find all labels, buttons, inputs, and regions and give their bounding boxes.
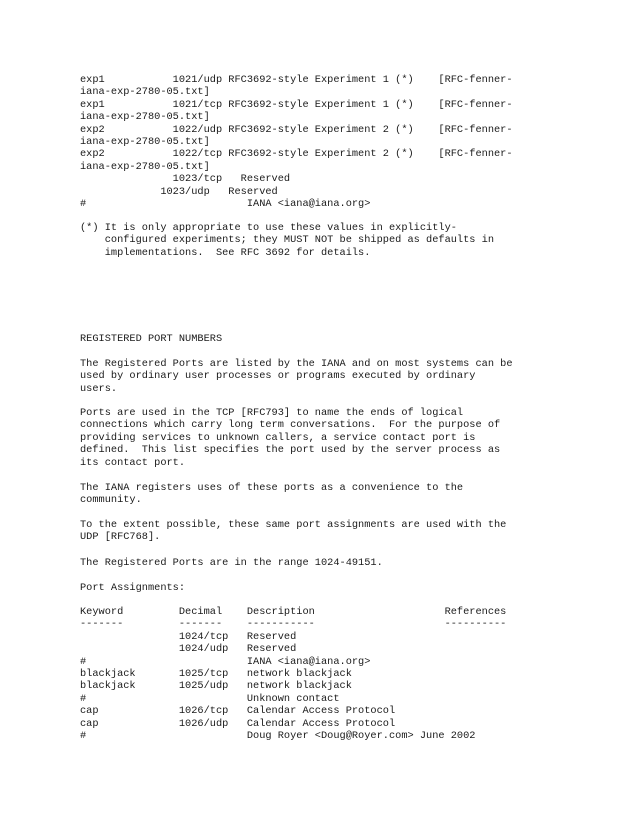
table-row: # Unknown contact [80, 692, 340, 705]
paragraph-line: connections which carry long term conversations. For the purpose of [80, 419, 501, 432]
range-paragraph: The Registered Ports are in the range 1024-49151. [80, 557, 383, 569]
footnote-line: configured experiments; they MUST NOT be shipped as defaults in [80, 234, 495, 247]
experiment-line: # IANA <iana@iana.org> [80, 198, 371, 210]
paragraph-line: UDP [RFC768]. [80, 531, 161, 544]
paragraph-line: Ports are used in the TCP [RFC793] to name the ends of logical [80, 407, 464, 419]
paragraph-line: used by ordinary user processes or programs executed by ordinary [80, 370, 476, 383]
paragraph-line: providing services to unknown callers, a service contact port is [80, 431, 476, 444]
experiment-line: 1023/tcp Reserved [80, 173, 291, 186]
assignments-label: Port Assignments: [80, 582, 186, 594]
table-row: # IANA <iana@iana.org> [80, 655, 371, 668]
table-row: 1024/udp Reserved [80, 643, 297, 656]
paragraph-line: To the extent possible, these same port assignments are used with the [80, 519, 507, 531]
table-row: blackjack 1025/tcp network blackjack [80, 668, 352, 680]
experiment-line: iana-exp-2780-05.txt] [80, 86, 210, 99]
paragraph-line: its contact port. [80, 456, 186, 469]
experiment-line: exp1 1021/udp RFC3692-style Experiment 1 (*) [RFC-fenner- [80, 74, 513, 86]
footnote-line: implementations. See RFC 3692 for details. [80, 246, 371, 259]
experiment-line: iana-exp-2780-05.txt] [80, 111, 210, 124]
paragraph-line: The IANA registers uses of these ports as a convenience to the [80, 482, 464, 494]
experiment-line: exp1 1021/tcp RFC3692-style Experiment 1 (*) [RFC-fenner- [80, 98, 513, 111]
table-row: # Doug Royer <Doug@Royer.com> June 2002 [80, 730, 476, 742]
paragraph-line: users. [80, 382, 118, 395]
paragraph-line: community. [80, 494, 142, 507]
table-header-underline: ------- ------- ----------- ---------- [80, 618, 507, 631]
experiment-line: 1023/udp Reserved [80, 185, 278, 198]
table-row: cap 1026/udp Calendar Access Protocol [80, 717, 396, 730]
table-row: 1024/tcp Reserved [80, 630, 297, 643]
experiment-line: iana-exp-2780-05.txt] [80, 136, 210, 148]
experiment-line: exp2 1022/tcp RFC3692-style Experiment 2 (*) [RFC-fenner- [80, 148, 513, 161]
section-heading: REGISTERED PORT NUMBERS [80, 333, 223, 345]
paragraph-line: The Registered Ports are listed by the IANA and on most systems can be [80, 358, 513, 370]
table-header: Keyword Decimal Description References [80, 606, 507, 618]
experiment-line: iana-exp-2780-05.txt] [80, 160, 210, 173]
table-row: blackjack 1025/udp network blackjack [80, 680, 352, 693]
footnote-line: (*) It is only appropriate to use these values in explicitly- [80, 222, 457, 234]
paragraph-line: defined. This list specifies the port used by the server process as [80, 444, 501, 457]
table-row: cap 1026/tcp Calendar Access Protocol [80, 705, 396, 718]
experiment-line: exp2 1022/udp RFC3692-style Experiment 2 (*) [RFC-fenner- [80, 123, 513, 136]
